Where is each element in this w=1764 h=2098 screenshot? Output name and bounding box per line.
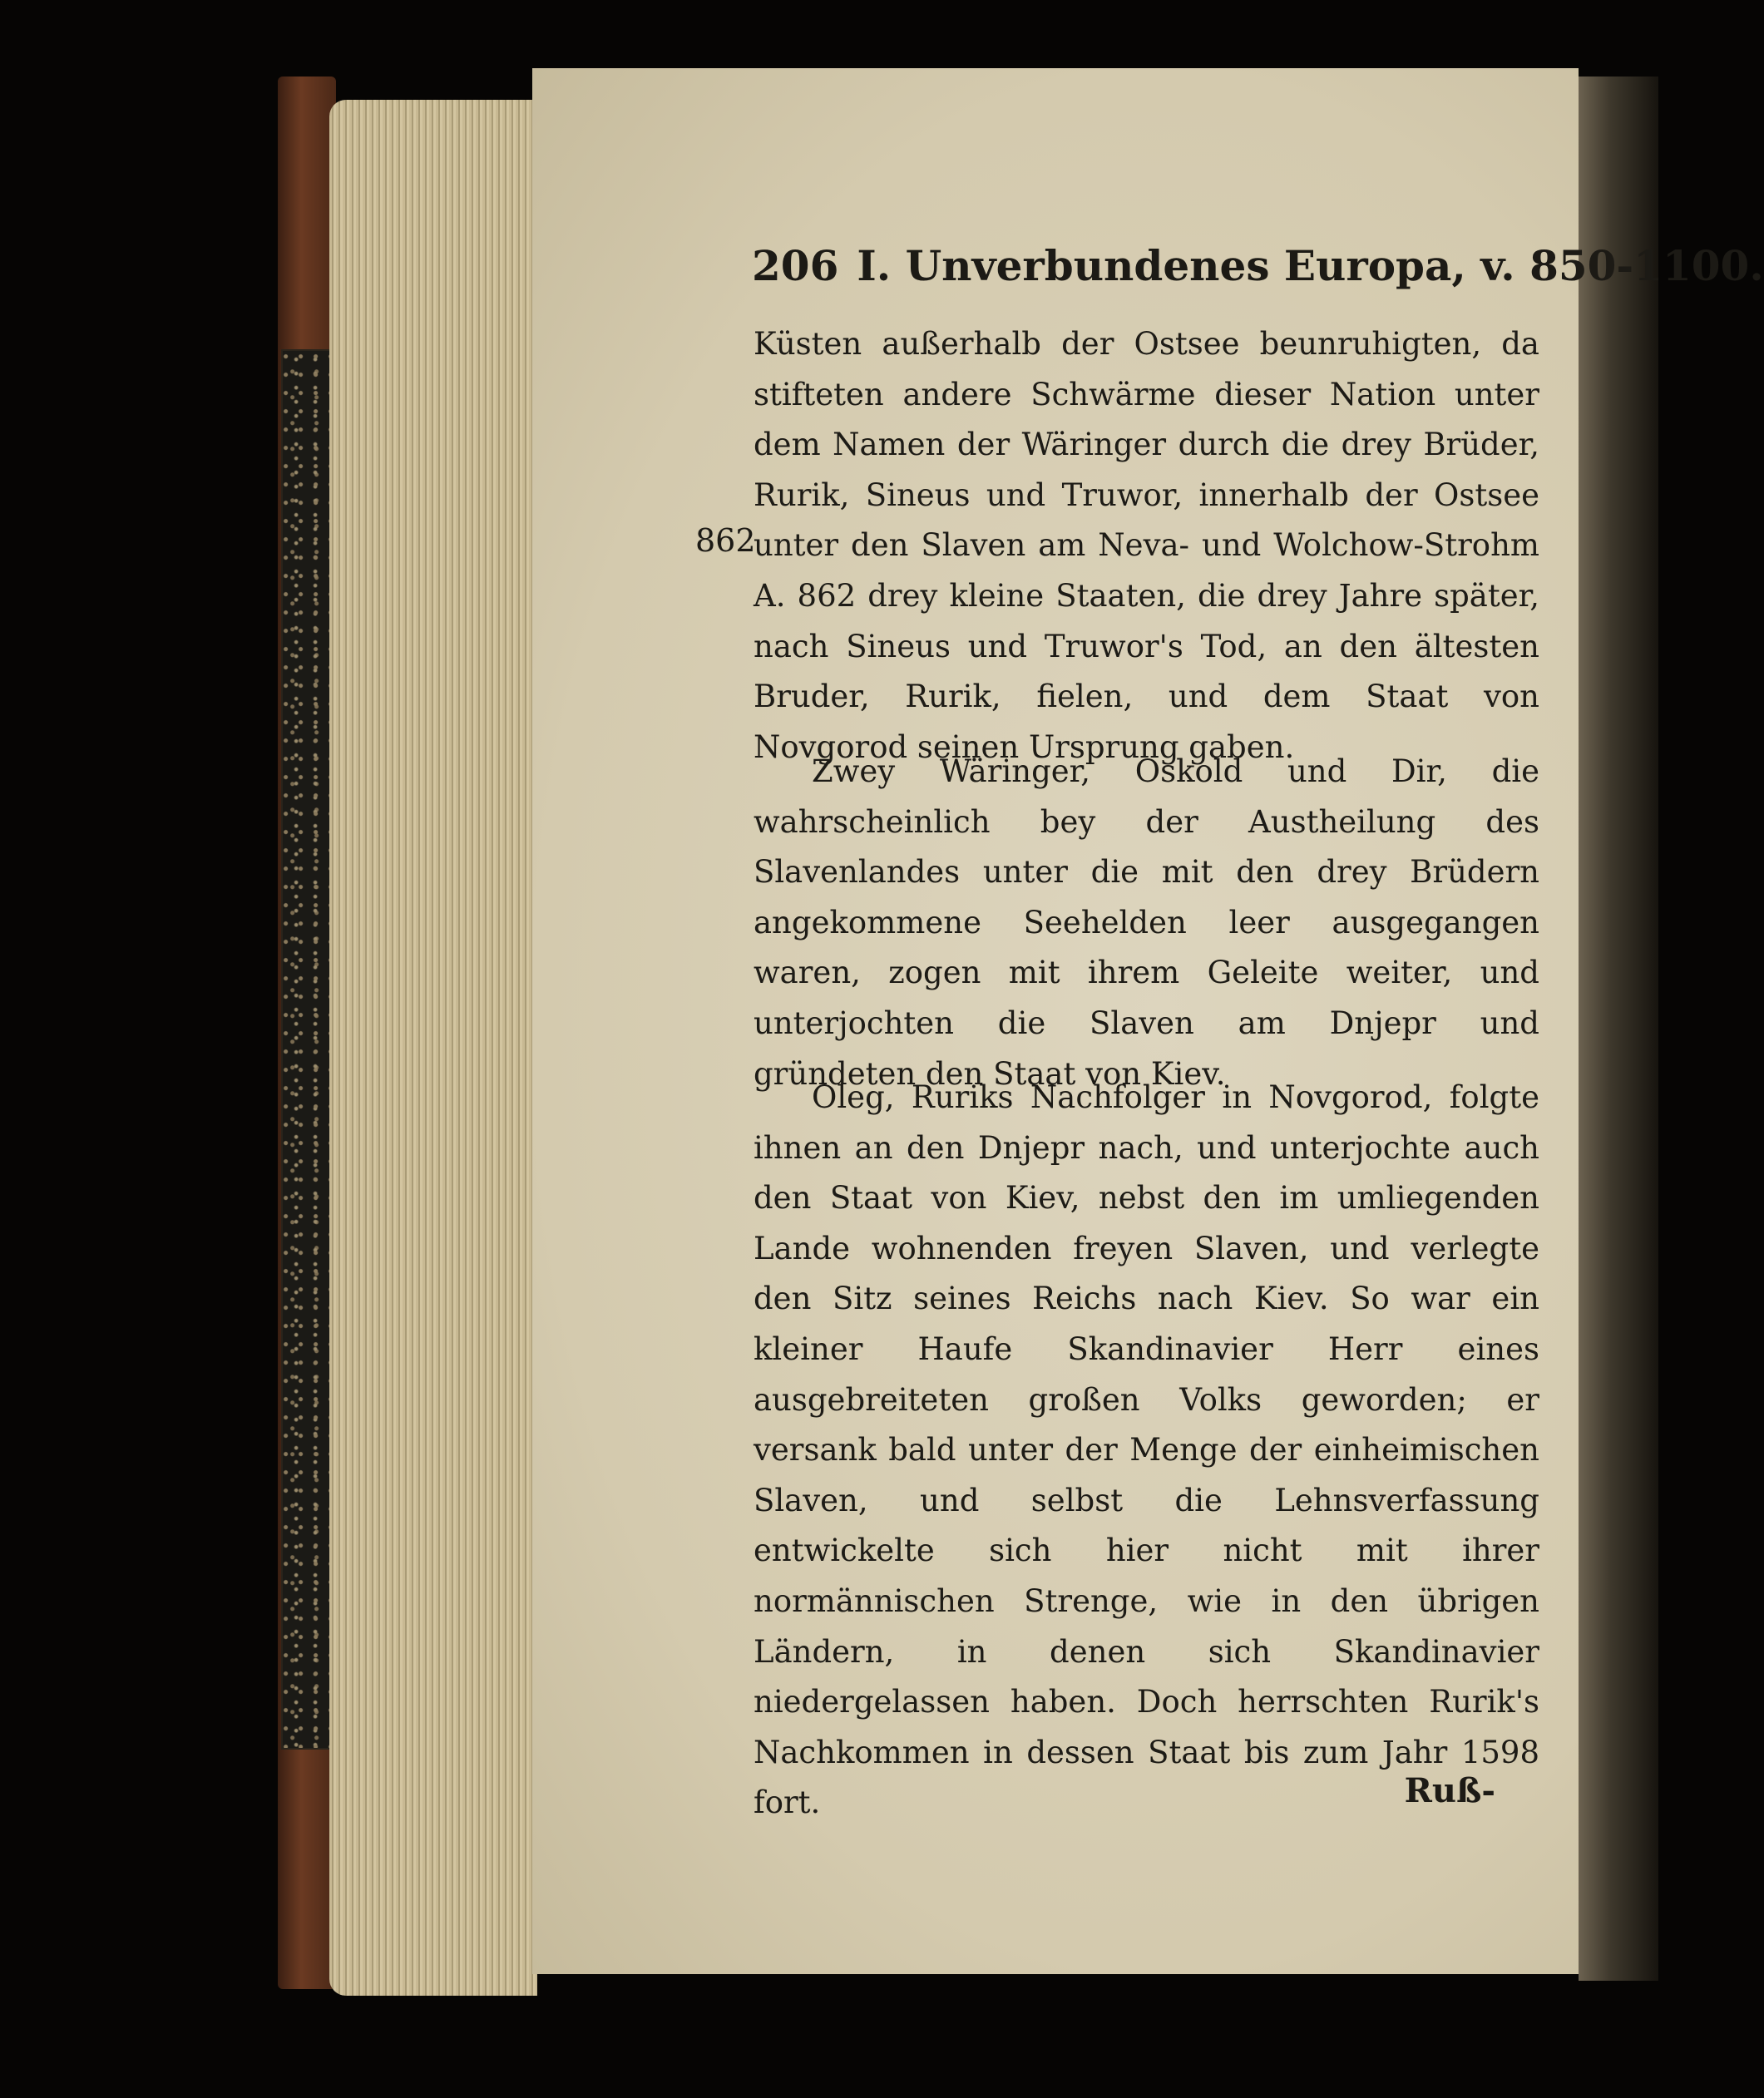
- paragraph-1: Küsten außerhalb der Ostsee beunruhigten, da stifteten andere Schwärme dieser Nation unter dem Namen der Wäringer durch die drey Brüder, Rurik, Sineus und Truwor, innerhalb der Ostsee unter den Slaven am Neva- und Wolchow-Strohm A. 862 drey kleine Staaten, die drey Jahre später, nach Sineus und Truwor's Tod, an den ältesten Bruder, Rurik, fielen, und dem Staat von Novgorod seinen Ursprung gaben.: [754, 326, 1539, 765]
- page-number: 206: [752, 241, 839, 290]
- running-title: I. Unverbundenes Europa, v. 850-1100.: [857, 241, 1764, 290]
- book-cover-cloth: [281, 349, 336, 1750]
- page-edges: [329, 100, 537, 1996]
- book-gutter: [1579, 77, 1658, 1981]
- page-header: [752, 241, 1764, 290]
- paragraph-2: Zwey Wäringer, Oskold und Dir, die wahrscheinlich bey der Austheilung des Slavenlandes unter die mit den drey Brüdern angekommene Seehelden leer ausgegangen waren, zogen mit ihrem Geleite weiter, und unterjochten die Slaven am Dnjepr und gründeten den Staat von Kiev.: [754, 753, 1539, 1092]
- margin-year-note: 862: [695, 522, 756, 559]
- paragraph-3: Oleg, Ruriks Nachfolger in Novgorod, folgte ihnen an den Dnjepr nach, und unterjochte auch den Staat von Kiev, nebst den im umliegenden Lande wohnenden freyen Slaven, und verlegte den Sitz seines Reichs nach Kiev. So war ein kleiner Haufe Skandinavier Herr eines ausgebreiteten großen Volks geworden; er versank bald unter der Menge der einheimischen Slaven, und selbst die Lehnsverfassung entwickelte sich hier nicht mit ihrer normännischen Strenge, wie in den übrigen Ländern, in denen sich Skandinavier niedergelassen haben. Doch herrschten Rurik's Nachkommen in dessen Staat bis zum Jahr 1598 fort.: [754, 1079, 1539, 1821]
- catchword: Ruß-: [1404, 1771, 1495, 1810]
